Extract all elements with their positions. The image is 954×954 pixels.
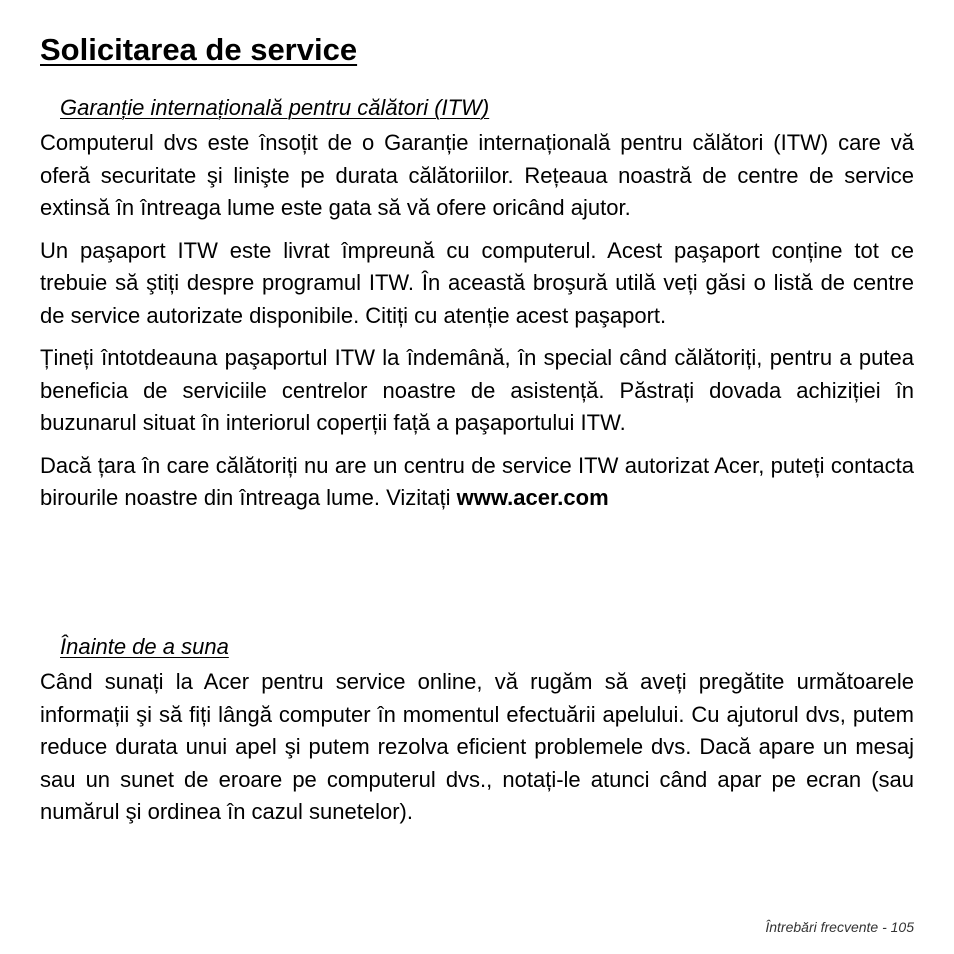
page-title: Solicitarea de service	[40, 32, 358, 67]
section-heading-before-calling: Înainte de a suna	[60, 634, 229, 659]
paragraph-itw-passport: Un paşaport ITW este livrat împreună cu computerul. Acest paşaport conține tot ce trebuie să ştiți despre programul ITW. În această broşură utilă veți găsi o listă de centre de service autorizate disponibile. Citiți cu atenție acest paşaport.	[40, 237, 914, 328]
paragraph-itw-contact-text: Dacă țara în care călătoriți nu are un centru de service ITW autorizat Acer, puteți contacta birourile noastre din întreaga lume. Vizitați	[40, 452, 914, 510]
paragraph-itw-keep: Țineți întotdeauna paşaportul ITW la îndemână, în special când călătoriți, pentru a putea beneficia de serviciile centrelor noastre de asistență. Păstrați dovada achiziției în buzunarul situat în interiorul coperții față a paşaportului ITW.	[40, 345, 914, 435]
section-before-calling	[40, 634, 914, 839]
footer-page-number: 105	[890, 919, 914, 935]
footer-section-name: Întrebări frecvente -	[765, 919, 887, 935]
paragraph-itw-intro: Computerul dvs este însoțit de o Garanție internațională pentru călători (ITW) care vă oferă securitate şi linişte pe durata călătoriilor. Rețeaua noastră de centre de service extinsă în întreaga lume este gata să vă ofere oricând ajutor.	[40, 130, 914, 220]
page-footer	[765, 919, 914, 935]
acer-website-link[interactable]: www.acer.com	[456, 485, 609, 510]
paragraph-itw-contact	[40, 450, 914, 515]
paragraph-before-calling: Când sunați la Acer pentru service online, vă rugăm să aveți pregătite următoarele informații şi să fiți lângă computer în momentul efectuării apelului. Cu ajutorul dvs, putem reduce durata unui apel şi putem rezolva eficient problemele dvs. Dacă apare un mesaj sau un sunet de eroare pe computerul dvs., notați-le atunci când apar pe ecran (sau numărul şi ordinea în cazul sunetelor).	[40, 669, 914, 824]
section-heading-itw: Garanție internațională pentru călători (ITW)	[60, 95, 490, 120]
section-itw	[40, 95, 914, 525]
